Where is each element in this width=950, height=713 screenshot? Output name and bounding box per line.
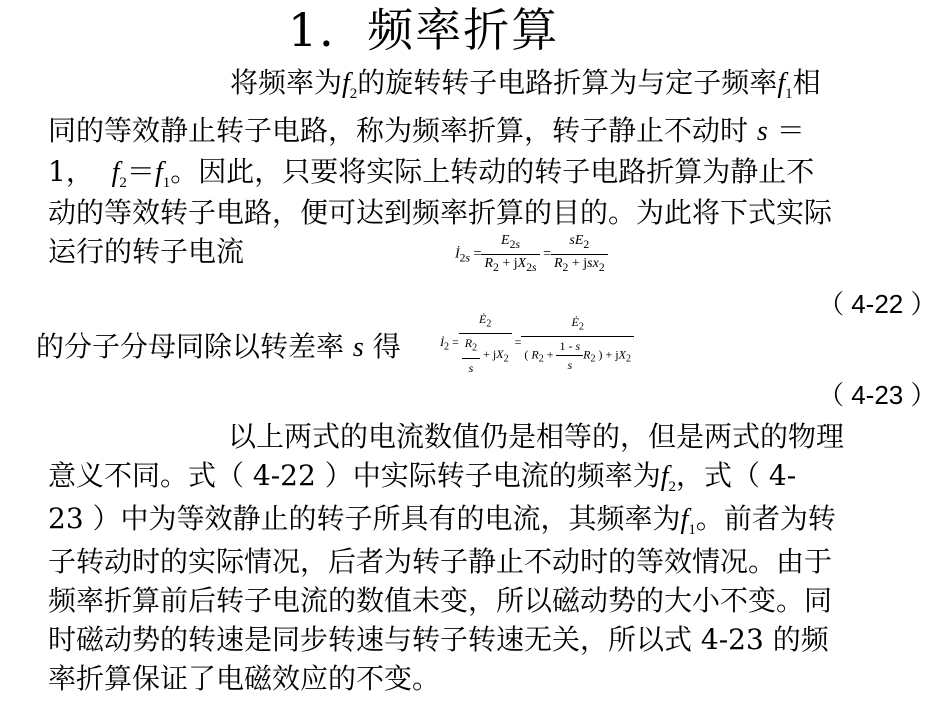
paragraph-3-line-2: 意义不同。式（ 4-22 ）中实际转子电流的频率为$f_2$，式（ 4- — [48, 459, 797, 495]
s-symbol: s — [756, 116, 768, 147]
text: 相 — [792, 66, 821, 99]
paragraph-3-line-7: 率折算保证了电磁效应的不变。 — [48, 662, 441, 695]
paragraph-3-line-4: 子转动时的实际情况，后者为转子静止不动时的等效情况。由于 — [48, 545, 833, 578]
paragraph-1-line-5: 运行的转子电流 — [48, 235, 245, 268]
paragraph-1-line-3: 1， $f_2=f_1$。因此，只要将实际上转动的转子电路折算为静止不 — [48, 155, 815, 191]
formula-4-23: $İ_2$ = $Ė_2$ $\frac{R_2}{s}$ + $jX_2$ = $Ė_2$ ( $R_2$ + $\frac{1 - s}{s}$ $R_2$ ) + $jX_2$ — [440, 310, 634, 377]
s-symbol: s — [352, 332, 364, 363]
paragraph-1-line-2: 同的等效静止转子电路，称为频率折算，转子静止不动时 s ＝ — [48, 114, 805, 147]
f-symbol: $f_1$ — [154, 157, 171, 191]
formula-4-22: $İ_{2s}$ = $\frac{E_{2s}}{R_2 + jX_{2s}}$ = $\frac{sE_2}{R_2 + jsx_2}$ — [455, 232, 608, 277]
paragraph-3-line-5: 频率折算前后转子电流的数值未变，所以磁动势的大小不变。同 — [48, 584, 833, 617]
paragraph-2: 的分子分母同除以转差率 s 得 — [36, 330, 401, 363]
f-symbol: $f_1$ — [777, 68, 793, 102]
paragraph-3-line-6: 时磁动势的转速是同步转速与转子转速无关，所以式 4-23 的频 — [48, 623, 829, 656]
text: 的旋转转子电路折算为与定子频率 — [357, 66, 778, 99]
page-title: 1．频率折算 — [288, 3, 560, 57]
f-symbol: $f_2$ — [660, 461, 676, 495]
equation-number-4-23: （ 4-23 ） — [818, 380, 937, 410]
equation-number-4-22: （ 4-22 ） — [818, 289, 937, 319]
paragraph-1-line-4: 动的等效转子电路，便可达到频率折算的目的。为此将下式实际 — [48, 196, 833, 229]
paragraph-3-line-3: 23 ）中为等效静止的转子所具有的电流，其频率为$f_1$。前者为转 — [48, 502, 836, 538]
f-symbol: $f_2$ — [111, 157, 127, 191]
paragraph-3-line-1: 以上两式的电流数值仍是相等的，但是两式的物理 — [228, 420, 845, 453]
text: 将频率为 — [230, 66, 343, 99]
f-symbol: $f_1$ — [680, 504, 696, 538]
paragraph-1-line-1 — [230, 66, 821, 111]
f-symbol: $f_2$ — [342, 68, 358, 102]
